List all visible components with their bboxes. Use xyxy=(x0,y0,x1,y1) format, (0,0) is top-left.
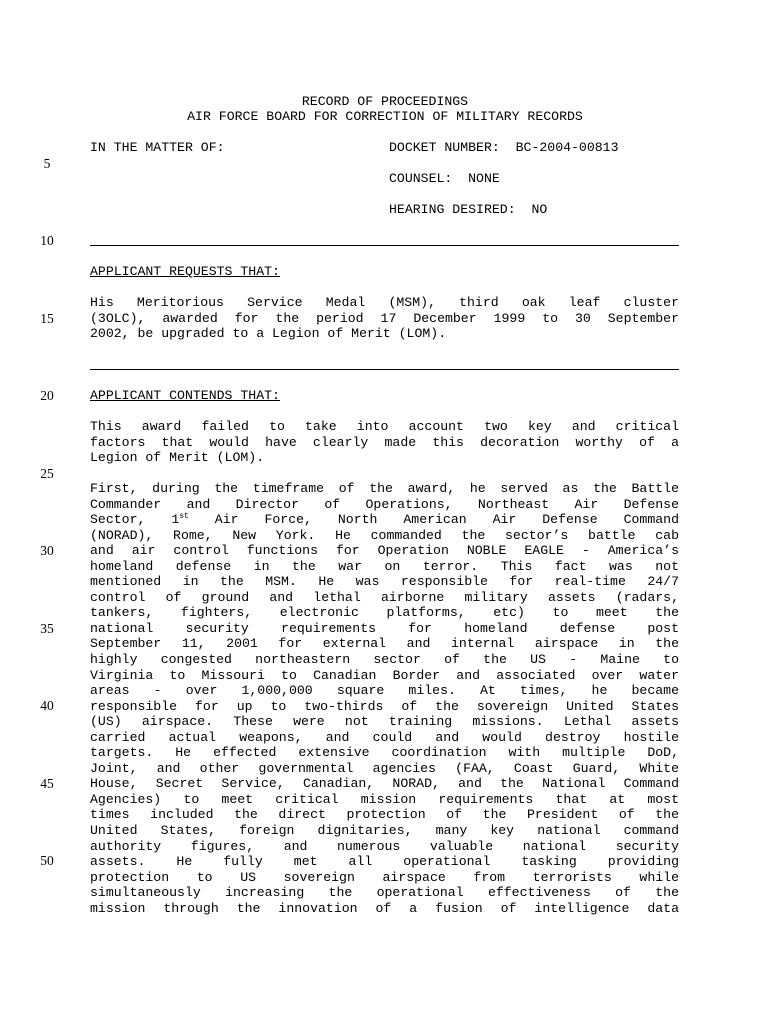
line-number: 40 xyxy=(40,698,54,713)
paragraph-line: factors that would have clearly made this decoration worthy of a xyxy=(90,434,679,450)
docket-value: BC-2004-00813 xyxy=(515,140,619,155)
text-fragment: Air Force, North American Air Defense Command xyxy=(188,512,679,528)
hearing-label: HEARING DESIRED: xyxy=(389,202,516,217)
contends-heading: APPLICANT CONTENDS THAT: xyxy=(90,388,280,403)
contends-paragraph-2 xyxy=(90,481,679,916)
requests-paragraph xyxy=(90,295,679,342)
line-number: 35 xyxy=(40,621,54,636)
ordinal-superscript: st xyxy=(179,512,189,522)
paragraph-line: control of ground and lethal airborne military assets (radars, xyxy=(90,589,679,605)
paragraph-line: 2002, be upgraded to a Legion of Merit (LOM). xyxy=(90,326,447,342)
paragraph-line: (US) airspace. These were not training missions. Lethal assets xyxy=(90,714,679,730)
docket-number xyxy=(389,140,619,156)
paragraph-line: First, during the timeframe of the award, he served as the Battle xyxy=(90,481,679,496)
paragraph-line: carried actual weapons, and could and would destroy hostile xyxy=(90,729,679,745)
paragraph-line: targets. He effected extensive coordination with multiple DoD, xyxy=(90,745,679,761)
line-number: 20 xyxy=(40,388,54,403)
paragraph-line: House, Secret Service, Canadian, NORAD, and the National Command xyxy=(90,776,679,792)
paragraph-line: areas - over 1,000,000 square miles. At times, he became xyxy=(90,683,679,699)
text-fragment: Sector, 1 xyxy=(90,512,180,528)
counsel-label: COUNSEL: xyxy=(389,171,453,186)
paragraph-line: authority figures, and numerous valuable national security xyxy=(90,838,679,854)
line-number: 45 xyxy=(40,776,54,791)
line-number: 25 xyxy=(40,466,54,481)
line-number: 10 xyxy=(40,233,54,248)
counsel-value: NONE xyxy=(468,171,500,186)
docket-label: DOCKET NUMBER: xyxy=(389,140,500,155)
paragraph-line: His Meritorious Service Medal (MSM), third oak leaf cluster xyxy=(90,295,679,310)
paragraph-line: times included the direct protection of the President of the xyxy=(90,807,679,823)
paragraph-line: highly congested northeastern sector of the US - Maine to xyxy=(90,652,679,668)
line-number: 15 xyxy=(40,311,54,326)
contends-paragraph-1 xyxy=(90,419,679,466)
section-divider xyxy=(90,245,679,246)
section-divider xyxy=(90,369,679,370)
paragraph-line: protection to US sovereign airspace from terrorists while xyxy=(90,869,679,885)
paragraph-line: mission through the innovation of a fusion of intelligence data xyxy=(90,900,679,916)
paragraph-line: mentioned in the MSM. He was responsible for real-time 24/7 xyxy=(90,574,679,590)
paragraph-line: September 11, 2001 for external and internal airspace in the xyxy=(90,636,679,652)
paragraph-line: (NORAD), Rome, New York. He commanded the sector’s battle cab xyxy=(90,527,679,543)
hearing-desired xyxy=(389,202,547,218)
line-number: 5 xyxy=(43,156,51,171)
paragraph-line: Joint, and other governmental agencies (FAA, Coast Guard, White xyxy=(90,760,679,776)
paragraph-line: Legion of Merit (LOM). xyxy=(90,450,265,466)
paragraph-line xyxy=(90,512,679,528)
counsel xyxy=(389,171,500,187)
paragraph-line: responsible for up to two-thirds of the sovereign United States xyxy=(90,698,679,714)
paragraph-line: (3OLC), awarded for the period 17 December 1999 to 30 September xyxy=(90,310,679,326)
paragraph-line: and air control functions for Operation NOBLE EAGLE - America’s xyxy=(90,543,679,559)
requests-heading: APPLICANT REQUESTS THAT: xyxy=(90,264,280,279)
in-the-matter-of-label: IN THE MATTER OF: xyxy=(90,140,225,155)
paragraph-line: Commander and Director of Operations, Northeast Air Defense xyxy=(90,496,679,512)
paragraph-line: United States, foreign dignitaries, many key national command xyxy=(90,823,679,839)
line-number: 50 xyxy=(40,853,54,868)
paragraph-line: tankers, fighters, electronic platforms, etc) to meet the xyxy=(90,605,679,621)
paragraph-line: homeland defense in the war on terror. This fact was not xyxy=(90,558,679,574)
paragraph-line: simultaneously increasing the operational effectiveness of the xyxy=(90,885,679,901)
document-title: RECORD OF PROCEEDINGS xyxy=(301,94,469,109)
hearing-value: NO xyxy=(531,202,548,217)
document-subtitle: AIR FORCE BOARD FOR CORRECTION OF MILITARY RECORDS xyxy=(187,109,583,124)
paragraph-line: Agencies) to meet critical mission requirements that at most xyxy=(90,791,679,807)
paragraph-line: This award failed to take into account two key and critical xyxy=(90,419,679,434)
paragraph-line: national security requirements for homeland defense post xyxy=(90,620,679,636)
line-number: 30 xyxy=(40,543,54,558)
paragraph-line: assets. He fully met all operational tasking providing xyxy=(90,854,679,870)
paragraph-line: Virginia to Missouri to Canadian Border and associated over water xyxy=(90,667,679,683)
